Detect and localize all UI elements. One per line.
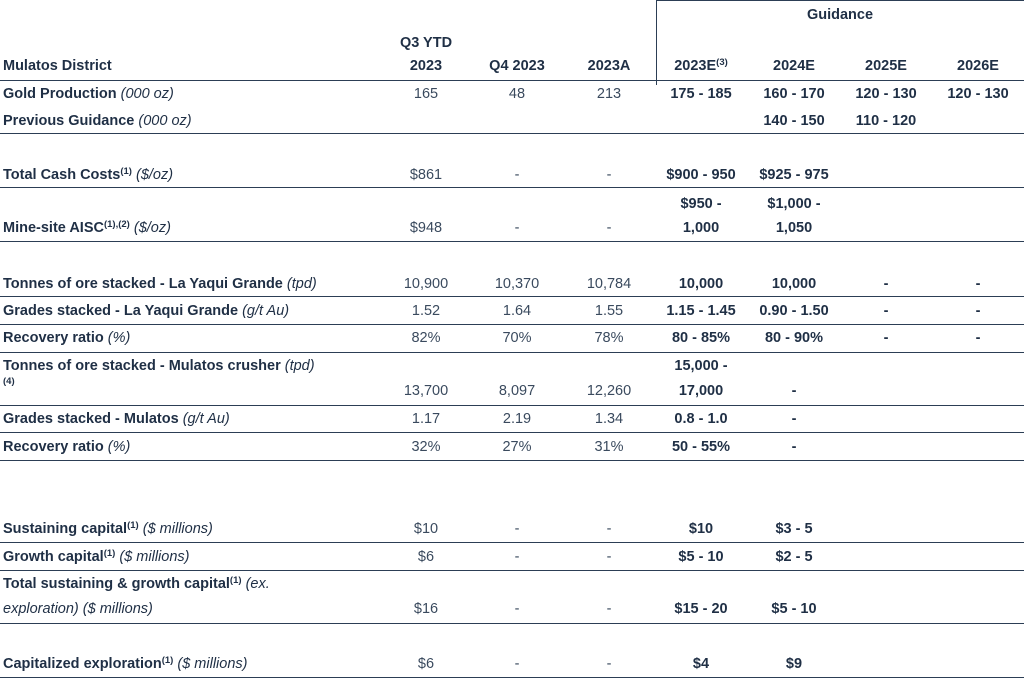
guidance-header: Guidance — [806, 7, 874, 23]
row-label-recovery-ratio-lyg: Recovery ratio (%) — [3, 330, 131, 346]
cell-growth-2023e: $5 - 10 — [678, 549, 724, 565]
cell-total-2023e: $15 - 20 — [674, 601, 728, 617]
cell-total-q3: $16 — [413, 601, 439, 617]
row-label-recovery-ratio-mulatos: Recovery ratio (%) — [3, 439, 131, 455]
cell-tons-lyg-q3: 10,900 — [403, 276, 449, 292]
row-rule — [0, 623, 1024, 624]
cell-total-2023a: - — [606, 601, 612, 617]
cell-rec-lyg-2023e: 80 - 85% — [671, 330, 731, 346]
cell-rec-lyg-q3: 82% — [411, 330, 441, 346]
row-label-mine-site-aisc: Mine-site $AISC^{(1),(2)}$ ($/oz) — [3, 219, 171, 236]
cell-gold-q4: 48 — [508, 86, 526, 102]
cell-sust-q3: $10 — [413, 521, 439, 537]
cell-tons-mul-2023e-line2: 17,000 — [678, 383, 724, 399]
cell-sust-2023a: - — [606, 521, 612, 537]
row-rule — [0, 187, 1024, 188]
row-rule — [0, 460, 1024, 461]
guidance-top-border — [656, 0, 1024, 1]
cell-capex-2024e: $9 — [785, 656, 803, 672]
row-label-growth-capital: Growth capital$^{(1)}$ ($ millions) — [3, 548, 190, 565]
cell-sust-2023e: $10 — [688, 521, 714, 537]
cell-growth-q3: $6 — [417, 549, 435, 565]
cell-gold-2023e: 175 - 185 — [670, 86, 732, 102]
cell-grade-mul-2023e: 0.8 - 1.0 — [674, 411, 728, 427]
cell-tons-lyg-2025e: - — [883, 276, 889, 292]
row-label-tonnes-mulatos-footnote: (4) — [3, 376, 15, 387]
cell-sust-2024e: $3 - 5 — [775, 521, 813, 537]
cell-rec-lyg-2025e: - — [883, 330, 889, 346]
row-label-total-cash-costs: Total Cash Costs$^{(1)}$ ($/oz) — [3, 166, 174, 183]
cell-tons-mul-2024e: - — [791, 383, 797, 399]
cell-rec-lyg-2024e: 80 - 90% — [764, 330, 824, 346]
cell-rec-mul-2024e: - — [791, 439, 797, 455]
cell-prev-2024e: 140 - 150 — [763, 113, 825, 129]
cell-grade-lyg-2024e: 0.90 - 1.50 — [759, 303, 829, 319]
row-rule — [0, 432, 1024, 433]
cell-aisc-q4: - — [514, 220, 520, 236]
cell-tcc-2024e: $925 - 975 — [759, 167, 829, 183]
row-rule — [0, 324, 1024, 325]
cell-tons-mul-q4: 8,097 — [498, 383, 536, 399]
cell-total-2024e: $5 - 10 — [771, 601, 817, 617]
cell-rec-mul-2023a: 31% — [594, 439, 624, 455]
row-rule — [0, 241, 1024, 242]
cell-grade-lyg-2026e: - — [975, 303, 981, 319]
cell-aisc-2023e-line1: $950 - — [680, 196, 722, 212]
col-q3-header-line2: 2023 — [409, 58, 443, 74]
cell-aisc-2024e-line2: 1,050 — [775, 220, 813, 236]
row-rule — [0, 133, 1024, 134]
cell-tons-lyg-2023e: 10,000 — [678, 276, 724, 292]
cell-tons-lyg-2023a: 10,784 — [586, 276, 632, 292]
cell-aisc-2023e-line2: 1,000 — [682, 220, 720, 236]
cell-grade-lyg-q3: 1.52 — [411, 303, 441, 319]
cell-rec-mul-q3: 32% — [411, 439, 441, 455]
cell-grade-lyg-2023a: 1.55 — [594, 303, 624, 319]
col-2023e-header: $2023E^{(3)}$ — [674, 57, 728, 74]
cell-tons-lyg-2024e: 10,000 — [771, 276, 817, 292]
cell-tcc-2023a: - — [606, 167, 612, 183]
row-label-grades-mulatos: Grades stacked - Mulatos (g/t Au) — [3, 411, 230, 427]
cell-gold-2023a: 213 — [596, 86, 622, 102]
cell-grade-lyg-2023e: 1.15 - 1.45 — [666, 303, 736, 319]
cell-grade-mul-2023a: 1.34 — [594, 411, 624, 427]
cell-total-q4: - — [514, 601, 520, 617]
col-q4-header: Q4 2023 — [489, 58, 545, 74]
cell-grade-mul-2024e: - — [791, 411, 797, 427]
cell-tcc-2023e: $900 - 950 — [666, 167, 736, 183]
row-rule — [0, 677, 1024, 678]
cell-gold-q3: 165 — [413, 86, 439, 102]
row-label-sustaining-capital: Sustaining capital$^{(1)}$ ($ millions) — [3, 520, 213, 537]
cell-rec-lyg-q4: 70% — [502, 330, 532, 346]
cell-tcc-q4: - — [514, 167, 520, 183]
row-rule — [0, 570, 1024, 571]
col-q3-header-line1: Q3 YTD — [399, 35, 453, 51]
cell-tons-mul-q3: 13,700 — [403, 383, 449, 399]
row-rule — [0, 405, 1024, 406]
col-2025e-header: 2025E — [865, 58, 907, 74]
cell-aisc-2023a: - — [606, 220, 612, 236]
col-2023a-header: 2023A — [587, 58, 631, 74]
row-label-grades-la-yaqui-grande: Grades stacked - La Yaqui Grande (g/t Au) — [3, 303, 290, 319]
cell-gold-2024e: 160 - 170 — [763, 86, 825, 102]
cell-capex-2023e: $4 — [692, 656, 710, 672]
cell-capex-q4: - — [514, 656, 520, 672]
cell-rec-lyg-2023a: 78% — [594, 330, 624, 346]
cell-gold-2025e: 120 - 130 — [855, 86, 917, 102]
cell-growth-2023a: - — [606, 549, 612, 565]
guidance-left-border — [656, 0, 657, 85]
cell-tons-lyg-q4: 10,370 — [494, 276, 540, 292]
row-label-total-capital-line2: exploration) ($ millions) — [3, 601, 153, 617]
cell-aisc-q3: $948 — [409, 220, 443, 236]
cell-tons-mul-2023e-line1: 15,000 - — [674, 358, 728, 374]
cell-tcc-q3: $861 — [409, 167, 443, 183]
row-rule — [0, 296, 1024, 297]
cell-grade-lyg-2025e: - — [883, 303, 889, 319]
cell-prev-2025e: 110 - 120 — [855, 113, 917, 129]
cell-aisc-2024e-line1: $1,000 - — [767, 196, 821, 212]
cell-tons-lyg-2026e: - — [975, 276, 981, 292]
cell-growth-2024e: $2 - 5 — [775, 549, 813, 565]
district-header: Mulatos District — [3, 58, 112, 74]
cell-grade-lyg-q4: 1.64 — [502, 303, 532, 319]
row-rule — [0, 352, 1024, 353]
cell-capex-2023a: - — [606, 656, 612, 672]
cell-rec-lyg-2026e: - — [975, 330, 981, 346]
col-2026e-header: 2026E — [957, 58, 999, 74]
row-label-gold-production: Gold Production (000 oz) — [3, 86, 174, 102]
cell-grade-mul-q3: 1.17 — [411, 411, 441, 427]
header-rule — [0, 80, 1024, 81]
row-label-previous-guidance: Previous Guidance (000 oz) — [3, 113, 192, 129]
cell-rec-mul-q4: 27% — [502, 439, 532, 455]
row-label-tonnes-mulatos-crusher: Tonnes of ore stacked - Mulatos crusher (tpd) — [3, 358, 315, 374]
cell-sust-q4: - — [514, 521, 520, 537]
cell-capex-q3: $6 — [417, 656, 435, 672]
cell-growth-q4: - — [514, 549, 520, 565]
col-2024e-header: 2024E — [773, 58, 815, 74]
row-rule — [0, 542, 1024, 543]
row-label-capitalized-exploration: Capitalized exploration$^{(1)}$ ($ millions) — [3, 655, 248, 672]
row-label-tonnes-la-yaqui-grande: Tonnes of ore stacked - La Yaqui Grande (tpd) — [3, 276, 317, 292]
row-label-total-capital-line1: Total sustaining & growth capital$^{(1)}$ (ex. — [3, 575, 270, 592]
cell-grade-mul-q4: 2.19 — [502, 411, 532, 427]
cell-gold-2026e: 120 - 130 — [947, 86, 1009, 102]
cell-rec-mul-2023e: 50 - 55% — [671, 439, 731, 455]
cell-tons-mul-2023a: 12,260 — [586, 383, 632, 399]
